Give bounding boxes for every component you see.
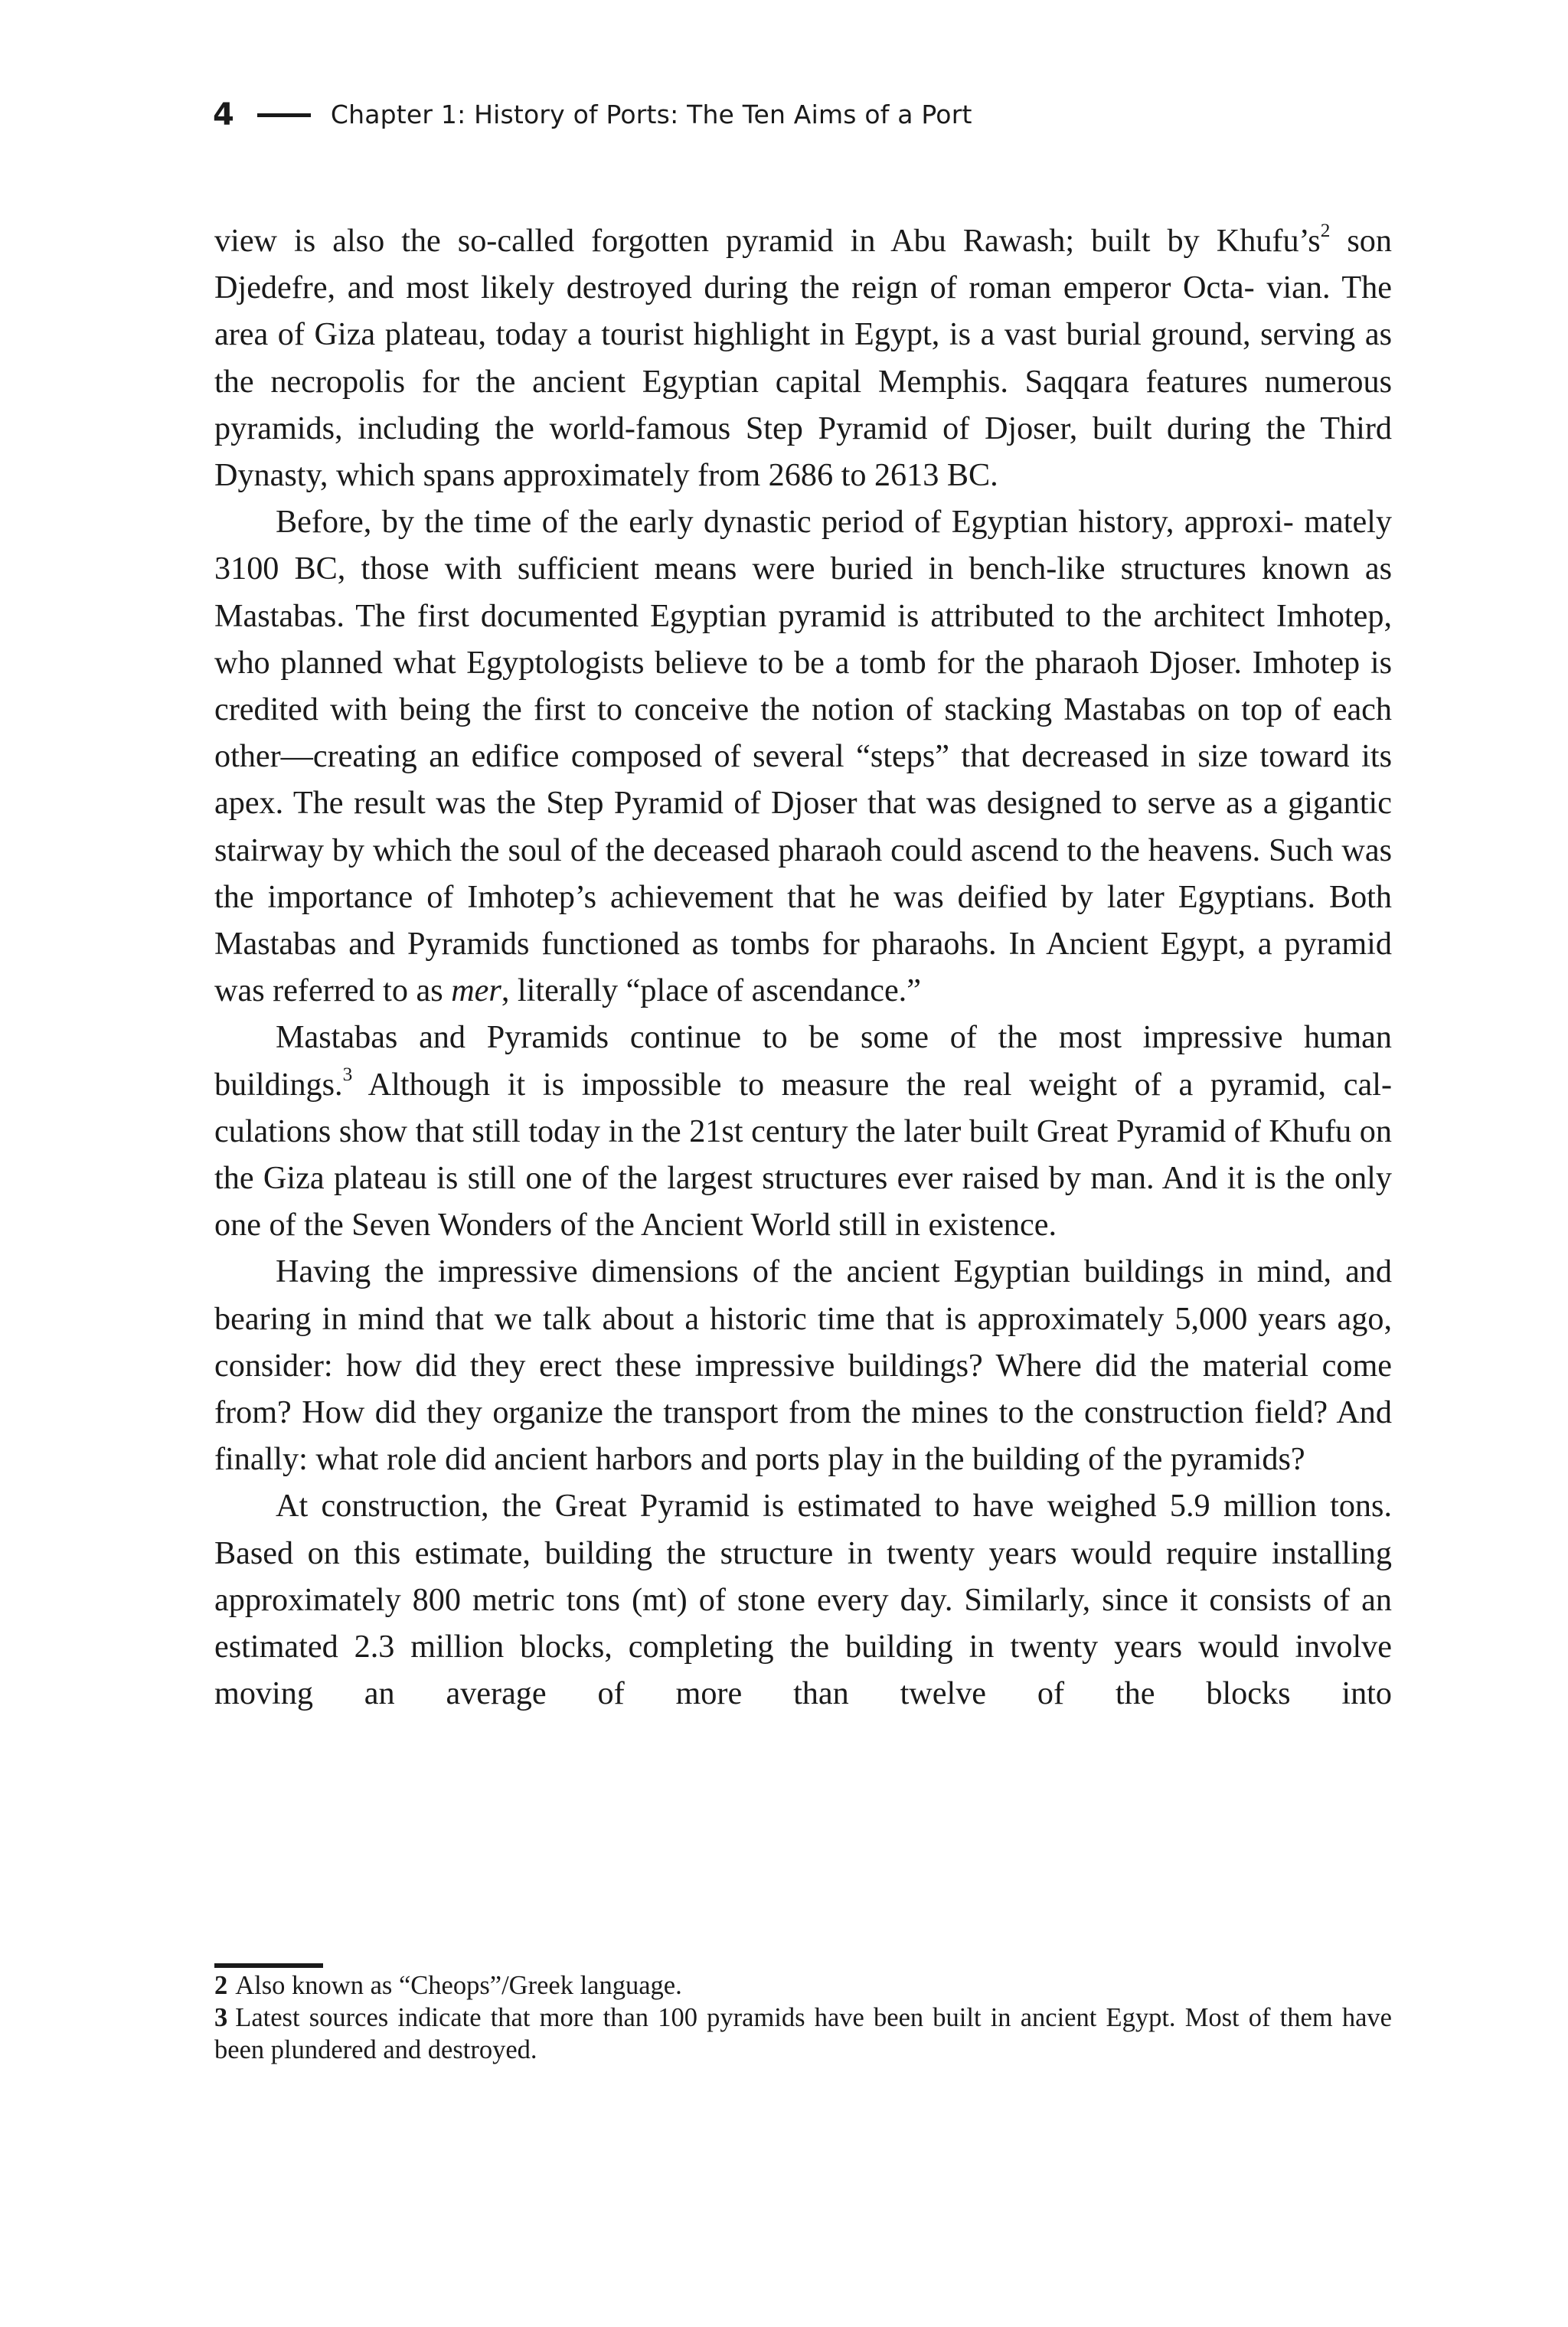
paragraph-1-text-b: son Djedefre, and most likely destroyed during the reign of roman emperor Octa- vian. The area of Giza plateau, today a tourist highlight in Egypt, is a vast burial ground, serving as the necropolis for the ancient Egyptian capital Memphis. Saqqara features numerous pyramids, including the world-famous Step Pyramid of Djoser, built during the Third Dynasty, which spans approximately from 2686 to 2613 BC. <box>214 223 1392 494</box>
footnote-ref-3[interactable]: 3 <box>342 1063 353 1085</box>
paragraph-3 <box>214 1014 1392 1248</box>
running-header <box>213 98 972 132</box>
paragraph-5: At construction, the Great Pyramid is estimated to have weighed 5.9 million tons. Based on this estimate, building the structure in twenty years would require installing approximately 800 metric tons (mt) of stone every day. Similarly, since it consists of an estimated 2.3 million blocks, completing the building in twenty years would involve moving an average of more than twelve of the blocks into <box>214 1488 1392 1712</box>
paragraph-4: Having the impressive dimensions of the ancient Egyptian buildings in mind, and bearing in mind that we talk about a historic time that is approximately 5,000 years ago, consider: how did they erect these impressive buildings? Where did the material come from? How did they organize the transport from the mines to the construction field? And finally: what role did ancient harbors and ports play in the building of the pyramids? <box>214 1253 1392 1478</box>
page-number: 4 <box>213 97 234 132</box>
paragraph-3-text-a: Mastabas and Pyramids continue to be some of the most impressive human buildings. <box>214 1019 1392 1103</box>
paragraph-2-text-a: Before, by the time of the early dynastic period of Egyptian history, approxi- mately 3100 BC, those with sufficient means were buried in bench-like structures known as Mastabas. The first documented Egyptian pyramid is attributed to the architect Imhotep, who planned what Egyptologists believe to be a tomb for the pharaoh Djoser. Imhotep is credited with being the first to conceive the notion of stacking Mastabas on top of each other—creating an edifice composed of several “steps” that decreased in size toward its apex. The result was the Step Pyramid of Djoser that was designed to serve as a gigantic stairway by which the soul of the deceased pharaoh could ascend to the heavens. Such was the importance of Imhotep’s achievement that he was deified by later Egyptians. Both Mastabas and Pyramids functioned as tombs for pharaohs. In Ancient Egypt, a pyramid was referred to as <box>214 504 1392 1009</box>
paragraph-2-emphasis: mer <box>451 972 501 1009</box>
paragraph-2-text-b: , literally “place of ascendance.” <box>501 972 921 1009</box>
running-title: Chapter 1: History of Ports: The Ten Aims of a Port <box>330 100 972 129</box>
footnote-number: 3 <box>214 2003 228 2032</box>
footnote-rule <box>214 1963 323 1968</box>
footnote-number: 2 <box>214 1971 228 2000</box>
footnote-3 <box>214 2002 1392 2066</box>
footnote-ref-2[interactable]: 2 <box>1320 220 1331 242</box>
main-text <box>214 217 1392 1717</box>
header-rule <box>257 113 311 117</box>
paragraph-1 <box>214 217 1392 498</box>
paragraph-1-text-a: view is also the so-called forgotten pyramid in Abu Rawash; built by Khufu’s <box>214 223 1321 259</box>
footnote-text: Also known as “Cheops”/Greek language. <box>235 1971 682 2000</box>
paragraph-3-text-b: Although it is impossible to measure the real weight of a pyramid, cal- culations show that still today in the 21st century the later built Great Pyramid of Khufu on the Giza plateau is still one of the largest structures ever raised by man. And it is the only one of the Seven Wonders of the Ancient World still in existence. <box>214 1066 1392 1244</box>
footnote-text: Latest sources indicate that more than 100 pyramids have been built in ancient Egypt. Most of them have been plundered and destroyed. <box>214 2003 1392 2064</box>
paragraph-2 <box>214 498 1392 1014</box>
footnote-2 <box>214 1969 1392 2002</box>
footnotes <box>214 1969 1392 2066</box>
